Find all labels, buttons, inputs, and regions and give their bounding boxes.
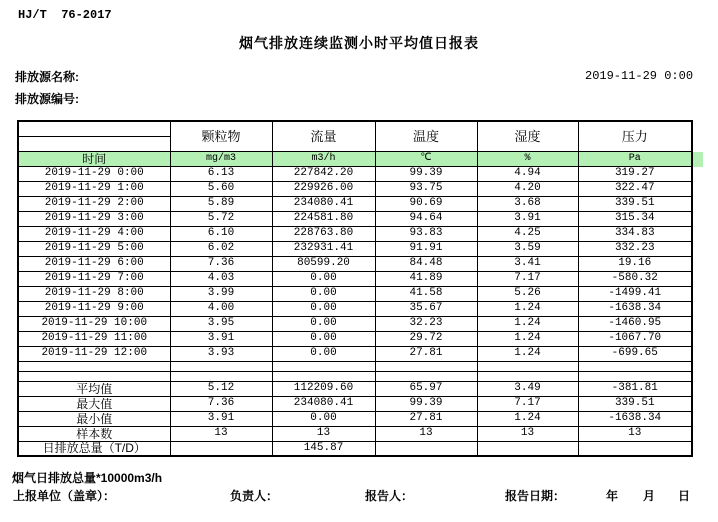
summary-value: 112209.60 bbox=[272, 381, 375, 396]
summary-value: 13 bbox=[272, 426, 375, 441]
corner-cell-top bbox=[18, 121, 170, 136]
value-cell: 334.83 bbox=[578, 226, 692, 241]
column-header: 湿度 bbox=[477, 121, 578, 151]
time-cell: 2019-11-29 0:00 bbox=[18, 166, 170, 181]
column-header: 温度 bbox=[375, 121, 477, 151]
column-header: 颗粒物 bbox=[170, 121, 272, 151]
table-row bbox=[18, 226, 692, 241]
corner-cell-bottom bbox=[18, 136, 170, 151]
spacer-cell bbox=[272, 371, 375, 381]
summary-value: 0.00 bbox=[272, 411, 375, 426]
value-cell: 0.00 bbox=[272, 271, 375, 286]
summary-value: 13 bbox=[578, 426, 692, 441]
summary-value: 3.49 bbox=[477, 381, 578, 396]
time-cell: 2019-11-29 7:00 bbox=[18, 271, 170, 286]
header-row bbox=[18, 121, 692, 136]
value-cell: 19.16 bbox=[578, 256, 692, 271]
value-cell: 4.20 bbox=[477, 181, 578, 196]
value-cell: 5.72 bbox=[170, 211, 272, 226]
summary-value: 339.51 bbox=[578, 396, 692, 411]
spacer-cell bbox=[18, 371, 170, 381]
table-row bbox=[18, 301, 692, 316]
report-table bbox=[17, 120, 693, 457]
time-cell: 2019-11-29 9:00 bbox=[18, 301, 170, 316]
value-cell: 0.00 bbox=[272, 301, 375, 316]
report-datetime: 2019-11-29 0:00 bbox=[585, 69, 694, 83]
summary-value: 5.12 bbox=[170, 381, 272, 396]
time-cell: 2019-11-29 2:00 bbox=[18, 196, 170, 211]
day-label: 日 bbox=[678, 489, 691, 503]
report-unit-label: 上报单位（盖章）： bbox=[13, 489, 116, 503]
table-row bbox=[18, 196, 692, 211]
summary-value: 3.91 bbox=[170, 411, 272, 426]
time-cell: 2019-11-29 10:00 bbox=[18, 316, 170, 331]
summary-value bbox=[375, 441, 477, 456]
summary-value: -1638.34 bbox=[578, 411, 692, 426]
summary-value: 99.39 bbox=[375, 396, 477, 411]
value-cell: 94.64 bbox=[375, 211, 477, 226]
table-row bbox=[18, 271, 692, 286]
summary-value: 65.97 bbox=[375, 381, 477, 396]
summary-label: 样本数 bbox=[18, 426, 170, 441]
spacer-cell bbox=[170, 361, 272, 371]
summary-value: 7.36 bbox=[170, 396, 272, 411]
table-row bbox=[18, 331, 692, 346]
spacer-cell bbox=[578, 361, 692, 371]
value-cell: 41.89 bbox=[375, 271, 477, 286]
value-cell: 1.24 bbox=[477, 331, 578, 346]
time-cell: 2019-11-29 8:00 bbox=[18, 286, 170, 301]
summary-label: 日排放总量（T/D） bbox=[18, 441, 170, 456]
value-cell: 3.95 bbox=[170, 316, 272, 331]
value-cell: 3.99 bbox=[170, 286, 272, 301]
value-cell: 4.25 bbox=[477, 226, 578, 241]
time-cell: 2019-11-29 12:00 bbox=[18, 346, 170, 361]
value-cell: 224581.80 bbox=[272, 211, 375, 226]
value-cell: -1460.95 bbox=[578, 316, 692, 331]
value-cell: 6.10 bbox=[170, 226, 272, 241]
spacer-row bbox=[18, 371, 692, 381]
value-cell: 5.60 bbox=[170, 181, 272, 196]
summary-value: 1.24 bbox=[477, 411, 578, 426]
summary-row bbox=[18, 411, 692, 426]
value-cell: 3.68 bbox=[477, 196, 578, 211]
time-header-cell: 时间 bbox=[18, 151, 170, 166]
value-cell: 4.03 bbox=[170, 271, 272, 286]
value-cell: 4.00 bbox=[170, 301, 272, 316]
value-cell: 227842.20 bbox=[272, 166, 375, 181]
spacer-cell bbox=[477, 371, 578, 381]
page-title: 烟气排放连续监测小时平均值日报表 bbox=[239, 35, 479, 51]
summary-value: 145.87 bbox=[272, 441, 375, 456]
value-cell: 3.41 bbox=[477, 256, 578, 271]
summary-value bbox=[477, 441, 578, 456]
value-cell: 0.00 bbox=[272, 346, 375, 361]
table-row bbox=[18, 256, 692, 271]
value-cell: 228763.80 bbox=[272, 226, 375, 241]
time-cell: 2019-11-29 6:00 bbox=[18, 256, 170, 271]
source-name-label: 排放源名称: bbox=[15, 70, 79, 84]
value-cell: 99.39 bbox=[375, 166, 477, 181]
unit-cell: % bbox=[477, 151, 578, 166]
unit-cell: m3/h bbox=[272, 151, 375, 166]
time-cell: 2019-11-29 3:00 bbox=[18, 211, 170, 226]
year-label: 年 bbox=[606, 489, 619, 503]
reporter-label: 报告人： bbox=[365, 489, 414, 503]
summary-value: 13 bbox=[375, 426, 477, 441]
table-row bbox=[18, 166, 692, 181]
responsible-person-label: 负责人： bbox=[230, 489, 279, 503]
value-cell: -1638.34 bbox=[578, 301, 692, 316]
value-cell: -1499.41 bbox=[578, 286, 692, 301]
summary-value: 27.81 bbox=[375, 411, 477, 426]
table-row bbox=[18, 286, 692, 301]
time-cell: 2019-11-29 1:00 bbox=[18, 181, 170, 196]
flow-total-note: 烟气日排放总量*10000m3/h bbox=[12, 471, 163, 485]
value-cell: 332.23 bbox=[578, 241, 692, 256]
spacer-cell bbox=[170, 371, 272, 381]
value-cell: 3.59 bbox=[477, 241, 578, 256]
summary-row bbox=[18, 426, 692, 441]
spacer-cell bbox=[375, 361, 477, 371]
value-cell: -580.32 bbox=[578, 271, 692, 286]
column-header: 流量 bbox=[272, 121, 375, 151]
summary-value: -381.81 bbox=[578, 381, 692, 396]
spacer-cell bbox=[272, 361, 375, 371]
value-cell: 229926.00 bbox=[272, 181, 375, 196]
summary-value: 234080.41 bbox=[272, 396, 375, 411]
standard-code: HJ/T 76-2017 bbox=[18, 8, 112, 22]
report-table-body bbox=[18, 121, 692, 456]
value-cell: 7.17 bbox=[477, 271, 578, 286]
unit-cell: mg/m3 bbox=[170, 151, 272, 166]
summary-value: 13 bbox=[170, 426, 272, 441]
value-cell: 1.24 bbox=[477, 301, 578, 316]
table-row bbox=[18, 241, 692, 256]
value-cell: 7.36 bbox=[170, 256, 272, 271]
value-cell: 3.91 bbox=[170, 331, 272, 346]
table-row bbox=[18, 181, 692, 196]
value-cell: 319.27 bbox=[578, 166, 692, 181]
summary-label: 最小值 bbox=[18, 411, 170, 426]
spacer-cell bbox=[477, 361, 578, 371]
table-row bbox=[18, 346, 692, 361]
value-cell: 32.23 bbox=[375, 316, 477, 331]
time-cell: 2019-11-29 5:00 bbox=[18, 241, 170, 256]
value-cell: -699.65 bbox=[578, 346, 692, 361]
spacer-cell bbox=[578, 371, 692, 381]
value-cell: 3.91 bbox=[477, 211, 578, 226]
summary-row bbox=[18, 396, 692, 411]
value-cell: 84.48 bbox=[375, 256, 477, 271]
value-cell: 1.24 bbox=[477, 346, 578, 361]
unit-cell: ℃ bbox=[375, 151, 477, 166]
summary-row bbox=[18, 441, 692, 456]
value-cell: 29.72 bbox=[375, 331, 477, 346]
summary-label: 最大值 bbox=[18, 396, 170, 411]
value-cell: 5.26 bbox=[477, 286, 578, 301]
summary-value bbox=[170, 441, 272, 456]
spacer-cell bbox=[18, 361, 170, 371]
time-cell: 2019-11-29 4:00 bbox=[18, 226, 170, 241]
spacer-row bbox=[18, 361, 692, 371]
time-cell: 2019-11-29 11:00 bbox=[18, 331, 170, 346]
value-cell: 4.94 bbox=[477, 166, 578, 181]
value-cell: 339.51 bbox=[578, 196, 692, 211]
column-header: 压力 bbox=[578, 121, 692, 151]
value-cell: 234080.41 bbox=[272, 196, 375, 211]
value-cell: 80599.20 bbox=[272, 256, 375, 271]
table-row bbox=[18, 211, 692, 226]
value-cell: 41.58 bbox=[375, 286, 477, 301]
value-cell: 1.24 bbox=[477, 316, 578, 331]
value-cell: 3.93 bbox=[170, 346, 272, 361]
summary-row bbox=[18, 381, 692, 396]
value-cell: 0.00 bbox=[272, 286, 375, 301]
value-cell: 90.69 bbox=[375, 196, 477, 211]
spacer-cell bbox=[375, 371, 477, 381]
value-cell: 35.67 bbox=[375, 301, 477, 316]
month-label: 月 bbox=[643, 489, 656, 503]
summary-label: 平均值 bbox=[18, 381, 170, 396]
source-id-label: 排放源编号: bbox=[15, 92, 79, 106]
value-cell: 5.89 bbox=[170, 196, 272, 211]
value-cell: -1067.70 bbox=[578, 331, 692, 346]
value-cell: 232931.41 bbox=[272, 241, 375, 256]
summary-value bbox=[578, 441, 692, 456]
unit-cell: Pa bbox=[578, 151, 692, 166]
value-cell: 6.13 bbox=[170, 166, 272, 181]
value-cell: 322.47 bbox=[578, 181, 692, 196]
value-cell: 6.02 bbox=[170, 241, 272, 256]
value-cell: 315.34 bbox=[578, 211, 692, 226]
table-row bbox=[18, 316, 692, 331]
value-cell: 93.83 bbox=[375, 226, 477, 241]
value-cell: 0.00 bbox=[272, 316, 375, 331]
summary-value: 7.17 bbox=[477, 396, 578, 411]
units-row bbox=[18, 151, 692, 166]
report-date-label: 报告日期： bbox=[505, 489, 566, 503]
value-cell: 27.81 bbox=[375, 346, 477, 361]
value-cell: 0.00 bbox=[272, 331, 375, 346]
value-cell: 93.75 bbox=[375, 181, 477, 196]
green-row-overhang bbox=[693, 152, 703, 167]
summary-value: 13 bbox=[477, 426, 578, 441]
value-cell: 91.91 bbox=[375, 241, 477, 256]
